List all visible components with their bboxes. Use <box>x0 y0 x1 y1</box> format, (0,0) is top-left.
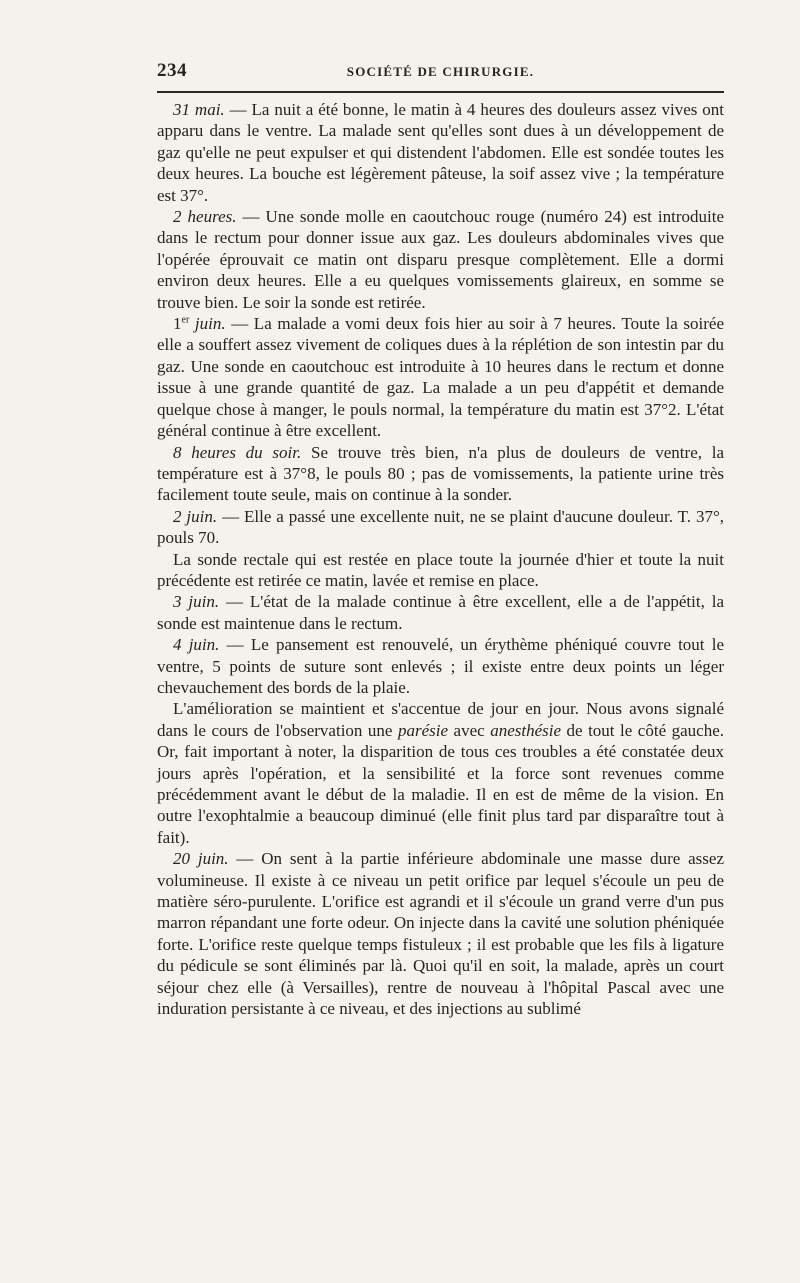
body-text <box>157 99 724 1019</box>
paragraph-text: avec <box>448 720 491 740</box>
emphasis-anesthesie: anesthésie <box>490 720 562 740</box>
date-label: 8 heures du soir. <box>173 442 302 462</box>
page-header <box>157 60 724 84</box>
paragraph-text: — Le pansement est renouvelé, un érythème phéniqué couvre tout le ventre, 5 points de suture sont enlevés ; il existe entre deux points un léger chevauchement des bords de la plaie. <box>157 635 724 697</box>
paragraph-text: — Elle a passé une excellente nuit, ne se plaint d'aucune douleur. T. 37°, pouls 70. <box>157 506 725 548</box>
paragraph-text: — La nuit a été bonne, le matin à 4 heures des douleurs assez vives ont apparu dans le ventre. La malade sent qu'elles sont dues à un développement de gaz qu'elle ne peut expulser et qui distendent l'abdomen. Elle est sondée toutes les deux heures. La bouche est légèrement pâteuse, la soif assez vive ; la température est 37°. <box>157 100 725 205</box>
paragraph-2-juin <box>157 506 724 549</box>
header-rule <box>157 91 724 93</box>
paragraph-1er-juin <box>157 313 724 441</box>
paragraph-text: — La malade a vomi deux fois hier au soir à 7 heures. Toute la soirée elle a souffert assez vivement de coliques dues à la réplétion de son intestin par du gaz. Une sonde en caoutchouc est introduite à 10 heures dans le rectum et donne issue à une grande quantité de gaz. La malade a un peu d'appétit et demande quelque chose à manger, le pouls normal, la température du matin est 37°2. L'état général continue à être excellent. <box>157 314 724 441</box>
date-label: 20 juin. <box>173 849 229 869</box>
date-label: 4 juin. <box>173 635 220 655</box>
date-superscript: er <box>181 314 190 326</box>
paragraph-sonde-rectale <box>157 549 724 592</box>
paragraph-4-juin <box>157 634 724 698</box>
page-number: 234 <box>157 60 187 81</box>
paragraph-text: de tout le côté gauche. Or, fait important à noter, la disparition de tous ces troubles a été constatée deux jours après l'opération, et la sensibilité et la force sont revenues comme précédemment avant le début de la maladie. Il en est de même de la vision. En outre l'exophtalmie a beaucoup diminué (elle finit plus tard par disparaître tout à fait). <box>157 720 725 847</box>
paragraph-amelioration <box>157 698 724 848</box>
date-number: 1 <box>173 314 182 334</box>
date-label: 2 juin. <box>173 506 218 526</box>
paragraph-31-mai <box>157 99 724 206</box>
paragraph-text: L'amélioration se maintient et s'accentue de jour en jour. Nous avons signalé dans le cours de l'observation une <box>157 699 724 740</box>
paragraph-20-juin <box>157 848 724 1019</box>
date-label: juin. <box>189 314 226 334</box>
running-title: SOCIÉTÉ DE CHIRURGIE. <box>346 64 535 79</box>
paragraph-8-heures-du-soir <box>157 442 724 506</box>
paragraph-text: — Une sonde molle en caoutchouc rouge (numéro 24) est introduite dans le rectum pour donner issue aux gaz. Les douleurs abdominales vives que l'opérée éprouvait ce matin ont disparu presque complètement. Elle a dormi environ deux heures. Elle a eu quelques vomissements glaireux, en somme se trouve bien. Le soir la sonde est retirée. <box>157 207 724 312</box>
paragraph-text: Se trouve très bien, n'a plus de douleurs de ventre, la température est à 37°8, le pouls 80 ; pas de vomissements, la patiente urine très facilement toute seule, mais on continue à la sonder. <box>157 442 724 505</box>
paragraph-3-juin <box>157 591 724 634</box>
date-label: 3 juin. <box>173 592 220 612</box>
emphasis-paresie: parésie <box>397 720 449 740</box>
paragraph-2-heures <box>157 206 724 313</box>
paragraph-text: — L'état de la malade continue à être excellent, elle a de l'appétit, la sonde est maintenue dans le rectum. <box>157 592 725 633</box>
date-label: 31 mai. <box>173 100 225 119</box>
paragraph-text: — On sent à la partie inférieure abdominale une masse dure assez volumineuse. Il existe à ce niveau un petit orifice par lequel s'écoule un peu de matière séro-purulente. L'orifice est agrandi et il s'écoule un grand verre d'un pus marron répandant une forte odeur. On injecte dans la cavité une solution phéniquée forte. L'orifice reste quelque temps fistuleux ; il est probable que les fils à ligature du pédicule se sont éliminés par là. Quoi qu'il en soit, la malade, après un court séjour chez elle (à Versailles), rentre de nouveau à l'hôpital Pascal avec une induration persistante à ce niveau, et des injections au sublimé <box>157 849 724 1019</box>
date-label: 2 heures. <box>173 207 237 227</box>
paragraph-text: La sonde rectale qui est restée en place toute la journée d'hier et toute la nuit précédente est retirée ce matin, lavée et remise en place. <box>157 549 724 590</box>
